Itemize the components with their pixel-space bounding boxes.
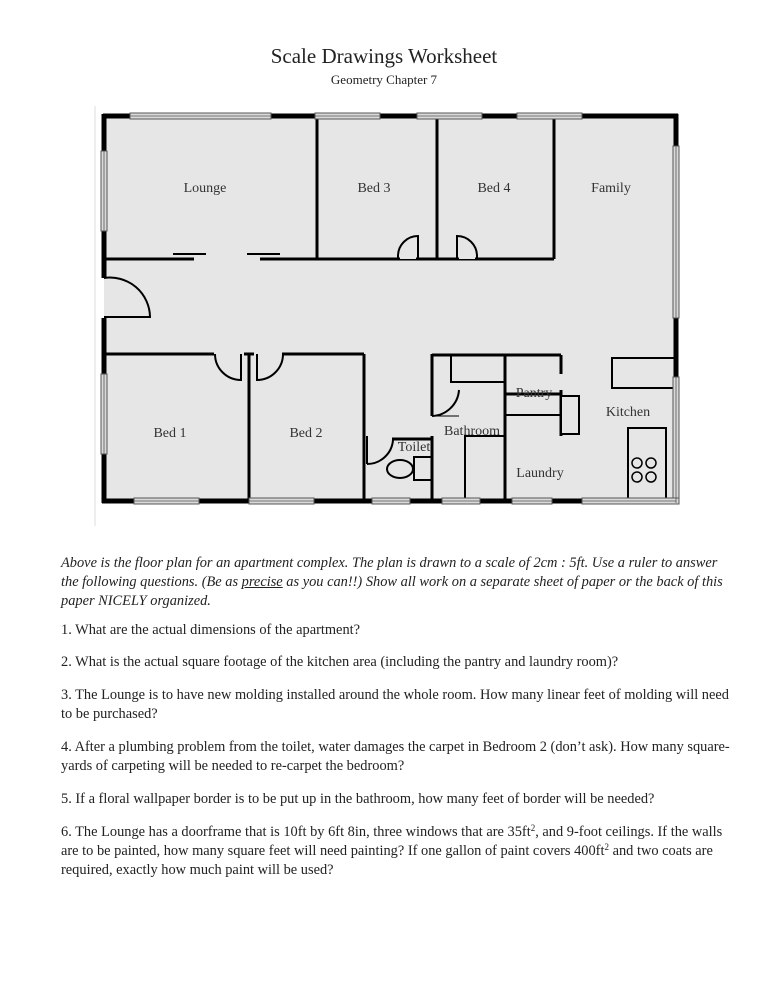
room-label-toilet: Toilet [397,440,431,455]
question-1: 1. What are the actual dimensions of the apartment? [61,622,361,638]
question-2: 2. What is the actual square footage of the kitchen area (including the pantry and laundry room)? [61,654,619,670]
floor-plan [94,106,688,526]
room-label-bed3: Bed 3 [357,181,391,196]
room-label-bed2: Bed 2 [289,426,323,441]
instructions-emphasis: precise [241,574,283,590]
superscript: 2 [530,823,536,833]
room-label-family: Family [591,181,631,196]
question-3: 3. The Lounge is to have new molding installed around the whole room. How many linear feet of molding will need to be purchased? [61,687,729,722]
instructions-paragraph [61,554,731,611]
superscript: 2 [604,842,609,852]
room-label-lounge: Lounge [183,181,227,196]
page-title: Scale Drawings Worksheet [270,44,498,68]
question-6-text-1: 6. The Lounge has a doorframe that is 10ft by 6ft 8in, three windows that are 35ft [61,824,531,840]
page-subtitle: Geometry Chapter 7 [330,72,438,87]
question-4: 4. After a plumbing problem from the toilet, water damages the carpet in Bedroom 2 (don’t ask). How many square-yards of carpeting will be needed to re-carpet the bedroom? [61,739,730,774]
room-label-bed1: Bed 1 [153,426,187,441]
instructions-text-1: Above is the floor plan for an apartment complex. The plan is drawn to a scale of 2cm : 5ft. Use a ruler to answer the following questions. (Be as [61,555,718,590]
room-label-pantry: Pantry [515,386,553,401]
room-label-kitchen: Kitchen [605,405,651,420]
question-6 [61,823,731,880]
question-6-text-3: and two coats are required, exactly how much paint will be used? [61,843,713,878]
question-5: 5. If a floral wallpaper border is to be put up in the bathroom, how many feet of border will be needed? [61,791,655,807]
room-label-laundry: Laundry [516,466,564,481]
instructions-text-2: as you can!!) Show all work on a separate sheet of paper or the back of this paper NICELY organized. [61,574,723,609]
question-6-text-2: , and 9-foot ceilings. If the walls are to be painted, how many square feet will need painting? If one gallon of paint covers 400ft [61,824,723,859]
room-label-bed4: Bed 4 [477,181,511,196]
room-label-bathroom: Bathroom [444,424,500,439]
